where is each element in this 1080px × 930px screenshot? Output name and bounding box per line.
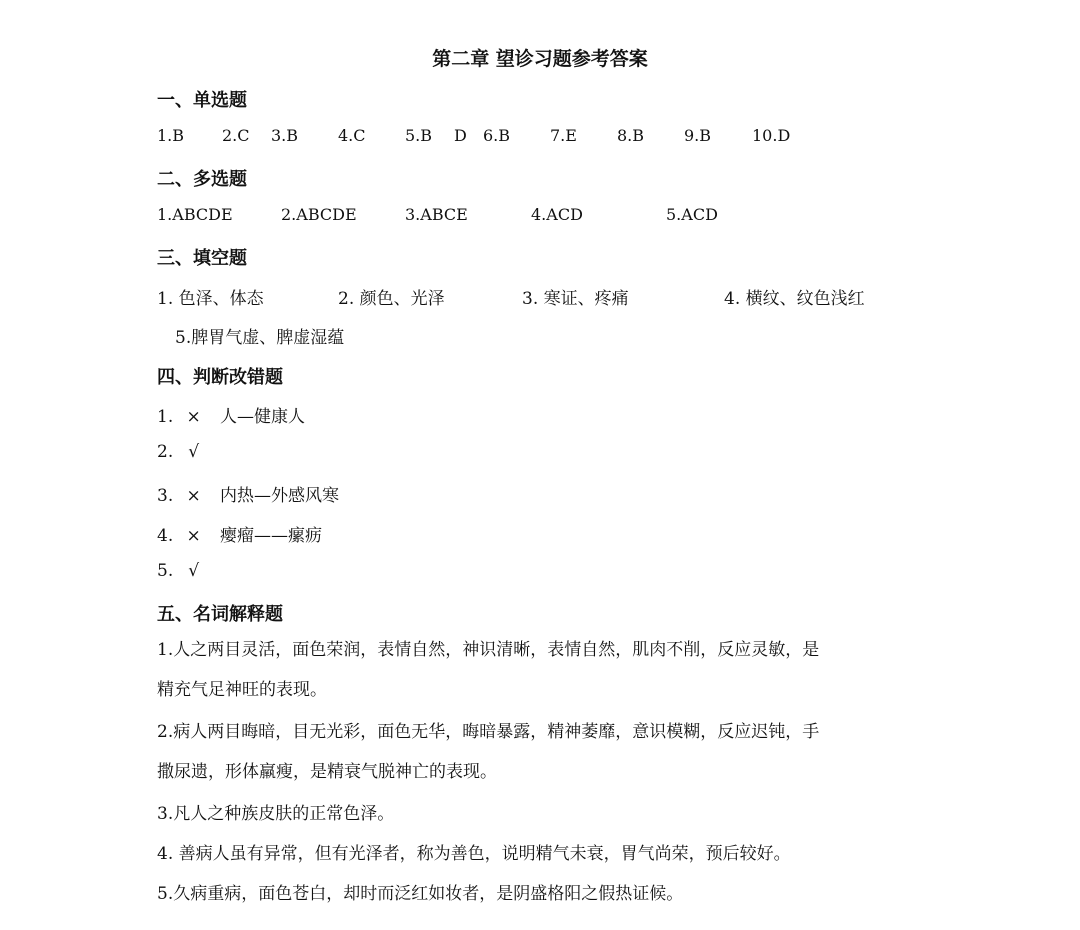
answer-item: 2.C [222, 126, 250, 145]
term-definition-3 [157, 794, 927, 834]
answer-item: 9.B [684, 126, 712, 145]
answer-item: 3. 寒证、疼痛 [522, 289, 629, 309]
answer-item: 6.B [483, 126, 511, 145]
term-definition-2 [157, 712, 927, 792]
paragraph-line: 5.久病重病，面色苍白，却时而泛红如妆者，是阴盛格阳之假热证候。 [157, 884, 684, 904]
answer-item: 2. 颜色、光泽 [338, 289, 445, 309]
cross-mark: × [186, 407, 201, 427]
heading-term-definitions: 五、名词解释题 [157, 604, 283, 625]
answer-item: 5.脾胃气虚、脾虚湿蕴 [175, 328, 345, 348]
judge-item [157, 402, 305, 427]
item-number: 5. [157, 561, 174, 581]
paragraph-line: 2.病人两目晦暗，目无光彩，面色无华，晦暗暴露，精神萎靡，意识模糊，反应迟钝，手 [157, 722, 820, 742]
item-number: 1. [157, 407, 174, 427]
heading-fill-blank: 三、填空题 [157, 248, 247, 269]
check-mark: √ [188, 442, 200, 462]
cross-mark: × [186, 486, 201, 506]
item-number: 4. [157, 526, 174, 546]
heading-multiple-choice: 二、多选题 [157, 169, 247, 190]
heading-judge-correct: 四、判断改错题 [157, 367, 283, 388]
cross-mark: × [186, 526, 201, 546]
paragraph-line: 1.人之两目灵活，面色荣润，表情自然，神识清晰，表情自然，肌肉不削，反应灵敏，是 [157, 640, 820, 660]
term-definition-4 [157, 834, 927, 874]
judge-item [157, 521, 322, 546]
answer-item: 8.B [617, 126, 645, 145]
correction-text: 瘿瘤——瘰疬 [220, 526, 323, 546]
answer-item: 3.ABCE [405, 205, 468, 224]
correction-text: 内热—外感风寒 [220, 486, 340, 506]
answer-item: D [454, 126, 467, 145]
answer-item: 4.C [338, 126, 366, 145]
item-number: 3. [157, 486, 174, 506]
answer-item: 10.D [752, 126, 791, 145]
item-number: 2. [157, 442, 174, 462]
correction-text: 人—健康人 [220, 407, 306, 427]
answer-item: 5.B [405, 126, 433, 145]
answer-item: 4. 横纹、纹色浅红 [724, 289, 865, 309]
answer-item: 2.ABCDE [281, 205, 357, 224]
judge-item [157, 561, 209, 581]
answer-item: 1.ABCDE [157, 205, 233, 224]
term-definition-5 [157, 874, 927, 914]
paragraph-line: 精充气足神旺的表现。 [157, 680, 327, 700]
answer-item: 1. 色泽、体态 [157, 289, 264, 309]
page-title: 第二章 望诊习题参考答案 [432, 48, 648, 70]
judge-item [157, 481, 339, 506]
answer-item: 5.ACD [666, 205, 718, 224]
term-definition-1 [157, 630, 927, 710]
answer-item: 3.B [271, 126, 299, 145]
heading-single-choice: 一、单选题 [157, 90, 247, 111]
judge-item [157, 442, 209, 462]
paragraph-line: 3.凡人之种族皮肤的正常色泽。 [157, 804, 395, 824]
check-mark: √ [188, 561, 200, 581]
paragraph-line: 撒尿遗，形体羸瘦，是精衰气脱神亡的表现。 [157, 762, 497, 782]
answer-item: 1.B [157, 126, 185, 145]
answer-item: 7.E [550, 126, 577, 145]
answer-item: 4.ACD [531, 205, 583, 224]
paragraph-line: 4. 善病人虽有异常，但有光泽者，称为善色，说明精气未衰，胃气尚荣，预后较好。 [157, 844, 791, 864]
